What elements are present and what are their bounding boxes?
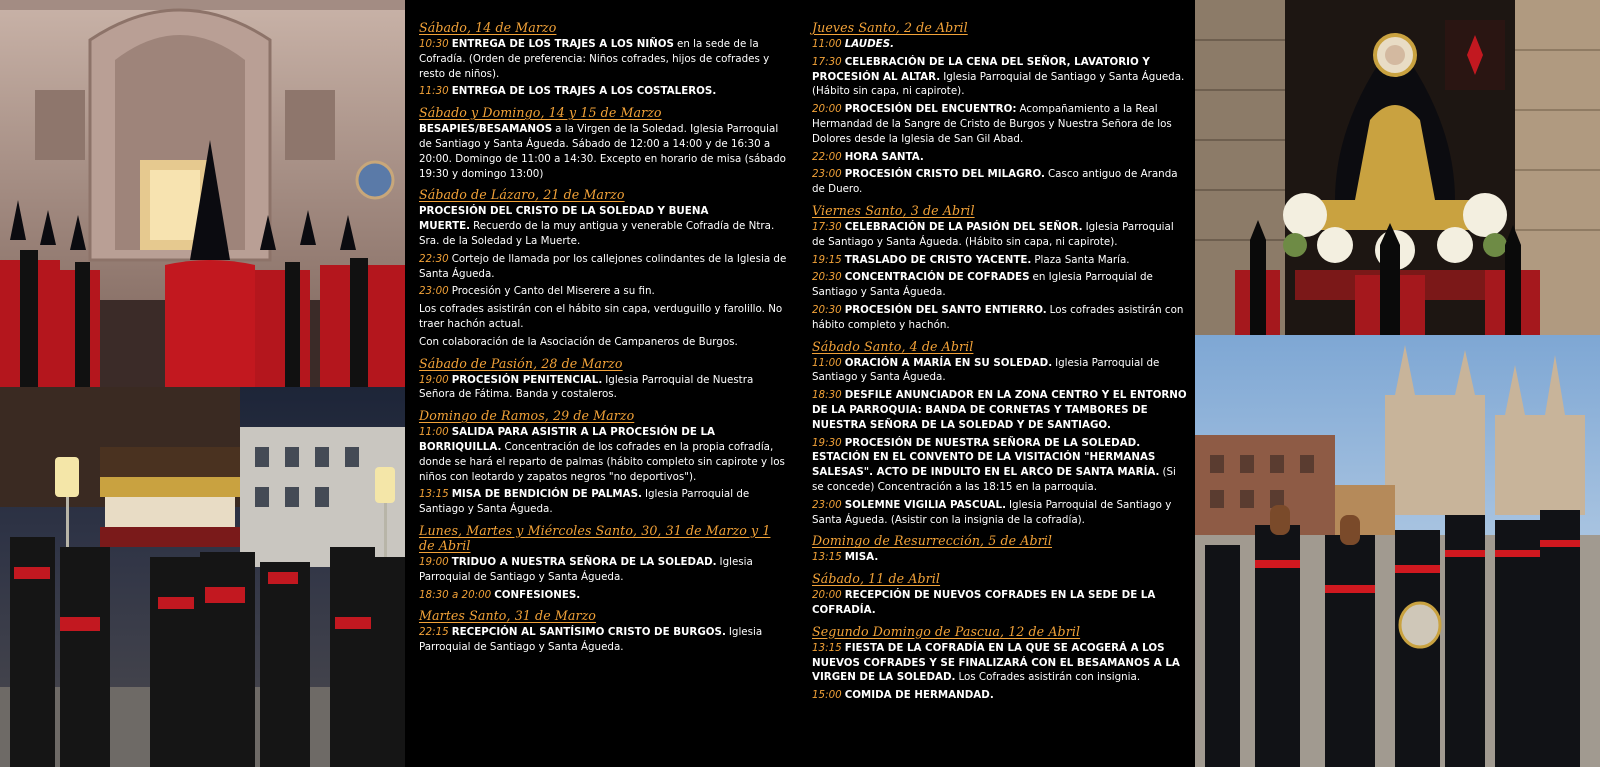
entry-time: 17:30 (812, 220, 842, 233)
entry-description: Iglesia Parroquial de Santiago y Santa Águeda. (419, 488, 750, 516)
entry-heading: COMIDA DE HERMANDAD. (844, 689, 994, 702)
entry-time: 20:00 (812, 589, 842, 602)
entry-heading: CELEBRACIÓN DE LA PASIÓN DEL SEÑOR. (844, 220, 1083, 233)
schedule-section (419, 187, 789, 349)
schedule-section (419, 608, 789, 655)
entry-time: 23:00 (812, 498, 842, 511)
entry-time: 13:15 (812, 641, 842, 654)
photo-procession-cathedral (0, 0, 405, 387)
entry-time: 13:15 (812, 551, 842, 564)
entry-time: 17:30 (812, 55, 842, 68)
entry-description: Los Cofrades asistirán con insignia. (958, 671, 1141, 684)
schedule-entry (419, 487, 789, 517)
schedule-section (812, 20, 1188, 197)
schedule-entry (812, 55, 1188, 99)
entry-time: 22:30 (419, 252, 449, 265)
entry-heading: PROCESIÓN DEL CRISTO DE LA SOLEDAD Y BUENA MUERTE. (419, 205, 709, 233)
schedule-entry (812, 550, 1188, 565)
entry-time: 23:00 (812, 168, 842, 181)
schedule-entry (812, 167, 1188, 197)
schedule-entry (812, 270, 1188, 300)
schedule-entry (419, 302, 789, 332)
entry-description: en la sede de la Cofradía. (Orden de preferencia: Niños cofrades, hijos de cofrades y resto de niños). (419, 38, 770, 80)
entry-description: Procesión y Canto del Miserere a su fin. (451, 285, 655, 298)
schedule-entry (812, 588, 1188, 618)
section-date-title: Sábado, 14 de Marzo (419, 20, 557, 35)
schedule-section (812, 624, 1188, 703)
schedule-section (812, 533, 1188, 565)
entry-heading: CELEBRACIÓN DE LA CENA DEL SEÑOR, LAVATORIO Y PROCESIÓN AL ALTAR. (812, 55, 1150, 83)
entry-description: Acompañamiento a la Real Hermandad de la Sangre de Cristo de Burgos y Nuestra Señora de los Dolores desde la Iglesia de San Gil Abad. (812, 103, 1172, 145)
schedule-section (419, 20, 789, 99)
schedule-entry (812, 641, 1188, 685)
section-date-title: Lunes, Martes y Miércoles Santo, 30, 31 de Marzo y 1 de Abril (419, 522, 771, 553)
schedule-entry (419, 284, 789, 299)
schedule-entry (812, 356, 1188, 386)
entry-heading: TRASLADO DE CRISTO YACENTE. (844, 253, 1032, 266)
entry-heading: ENTREGA DE LOS TRAJES A LOS COSTALEROS. (451, 85, 717, 98)
entry-heading: MISA DE BENDICIÓN DE PALMAS. (451, 488, 642, 501)
entry-description: Plaza Santa María. (1034, 253, 1130, 266)
schedule-entry (419, 555, 789, 585)
photo-band-parade-cathedral (1195, 335, 1600, 767)
schedule-entry (812, 498, 1188, 528)
entry-description: a la Virgen de la Soledad. Iglesia Parroquial de Santiago y Santa Águeda. Sábado de 12:00 a 14:00 y de 16:30 a 20:00. Domingo de 11:00 a 14:30. Excepto en horario de misa (sábado 19:30 y domingo 13:00) (419, 123, 786, 180)
schedule-entry (419, 37, 789, 81)
section-date-title: Domingo de Ramos, 29 de Marzo (419, 408, 635, 424)
entry-time: 23:00 (419, 285, 449, 298)
entry-heading: SALIDA PARA ASISTIR A LA PROCESIÓN DE LA BORRIQUILLA. (419, 426, 716, 453)
entry-heading: DESFILE ANUNCIADOR EN LA ZONA CENTRO Y EL ENTORNO DE LA PARROQUIA: BANDA DE CORNETAS Y TAMBORES DE NUESTRA SEÑORA DE LA SOLEDAD Y DE SANTIAGO. (812, 389, 1187, 431)
entry-heading: CONFESIONES. (494, 588, 581, 601)
entry-time: 18:30 (812, 389, 842, 402)
entry-description: Iglesia Parroquial de Santiago y Santa Águeda. (419, 555, 753, 583)
entry-time: 18:30 a 20:00 (419, 588, 492, 601)
entry-description: Cortejo de llamada por los callejones colindantes de la Iglesia de Santa Águeda. (419, 252, 787, 280)
schedule-entry (812, 303, 1188, 333)
section-date-title: Sábado y Domingo, 14 y 15 de Marzo (419, 105, 662, 121)
entry-time: 22:15 (419, 626, 449, 639)
entry-description: Concentración de los cofrades en la propia cofradía, donde se hará el reparto de palmas (hábito completo sin capirote y los niños con leotardo y zapatos negros "no deportivos"). (419, 440, 785, 483)
entry-heading: TRIDUO A NUESTRA SEÑORA DE LA SOLEDAD. (451, 555, 717, 568)
schedule-entry (419, 122, 789, 181)
entry-description: en Iglesia Parroquial de Santiago y Santa Águeda. (812, 271, 1153, 299)
schedule-column-left (419, 20, 789, 661)
schedule-entry (812, 102, 1188, 146)
entry-time: 11:00 (812, 38, 842, 50)
entry-heading: RECEPCIÓN AL SANTÍSIMO CRISTO DE BURGOS. (451, 626, 726, 639)
schedule-entry (812, 436, 1188, 495)
entry-heading: PROCESIÓN CRISTO DEL MILAGRO. (844, 168, 1045, 181)
entry-heading: HORA SANTA. (844, 150, 924, 163)
schedule-section (419, 523, 789, 602)
entry-description: Iglesia Parroquial de Santiago y Santa Águeda. (812, 356, 1160, 384)
schedule-section (812, 571, 1188, 618)
entry-time: 19:00 (419, 555, 449, 568)
schedule-entry (812, 150, 1188, 165)
schedule-section (419, 408, 789, 517)
entry-heading: PROCESIÓN DEL SANTO ENTIERRO. (844, 303, 1047, 316)
entry-description: Los cofrades asistirán con hábito completo y hachón. (812, 303, 1184, 331)
section-date-title: Viernes Santo, 3 de Abril (812, 202, 975, 218)
section-date-title: Martes Santo, 31 de Marzo (419, 608, 596, 624)
entry-description: Iglesia Parroquial de Santiago y Santa Águeda. (Hábito sin capa, ni capirote). (812, 70, 1185, 98)
entry-description: Iglesia Parroquial de Santiago y Santa Águeda. (419, 626, 763, 654)
schedule-entry (812, 253, 1188, 268)
schedule-section (812, 339, 1188, 528)
entry-heading: LAUDES. (844, 38, 895, 50)
section-date-title: Jueves Santo, 2 de Abril (812, 20, 968, 35)
entry-time: 15:00 (812, 689, 842, 702)
section-date-title: Sábado de Pasión, 28 de Marzo (419, 355, 623, 371)
schedule-entry (419, 373, 789, 403)
photo-virgin-soledad-float (1195, 0, 1600, 335)
entry-time: 19:15 (812, 253, 842, 266)
entry-description: Iglesia Parroquial de Santiago y Santa Águeda. (Asistir con la insignia de la cofradía). (812, 498, 1172, 526)
section-date-title: Sábado, 11 de Abril (812, 571, 941, 587)
schedule-section (419, 356, 789, 403)
entry-description: Recuerdo de la muy antigua y venerable Cofradía de Ntra. Sra. de la Soledad y La Muerte. (419, 220, 775, 247)
schedule-entry (419, 625, 789, 655)
entry-time: 19:30 (812, 436, 842, 449)
entry-heading: BESAPIES/BESAMANOS (419, 123, 553, 136)
section-date-title: Sábado Santo, 4 de Abril (812, 338, 974, 354)
schedule-entry (419, 588, 789, 603)
entry-time: 20:00 (812, 103, 842, 116)
section-date-title: Domingo de Resurrección, 5 de Abril (812, 533, 1053, 549)
schedule-section (812, 203, 1188, 333)
schedule-entry (419, 204, 789, 248)
entry-description: Con colaboración de la Asociación de Campaneros de Burgos. (419, 335, 738, 348)
entry-heading: FIESTA DE LA COFRADÍA EN LA QUE SE ACOGERÁ A LOS NUEVOS COFRADES Y SE FINALIZARÁ CON EL BESAMANOS A LA VIRGEN DE LA SOLEDAD. (812, 641, 1180, 684)
entry-time: 11:30 (419, 85, 449, 98)
entry-heading: PROCESIÓN DE NUESTRA SEÑORA DE LA SOLEDAD. ESTACIÓN EN EL CONVENTO DE LA VISITACIÓN "HERMANAS SALESAS". ACTO DE INDULTO EN EL ARCO DE SANTA MARÍA. (812, 436, 1160, 479)
schedule-entry (812, 388, 1188, 432)
entry-time: 20:30 (812, 271, 842, 284)
entry-heading: RECEPCIÓN DE NUEVOS COFRADES EN LA SEDE DE LA COFRADÍA. (812, 589, 1156, 616)
entry-time: 11:00 (419, 426, 449, 439)
entry-time: 20:30 (812, 303, 842, 316)
entry-heading: PROCESIÓN PENITENCIAL. (451, 373, 603, 386)
entry-time: 11:00 (812, 356, 842, 369)
entry-description: Los cofrades asistirán con el hábito sin capa, verduguillo y farolillo. No traer hachón actual. (419, 303, 783, 330)
entry-time: 19:00 (419, 373, 449, 386)
schedule-entry (812, 220, 1188, 250)
schedule-entry (419, 425, 789, 484)
schedule-entry (812, 688, 1188, 703)
schedule-entry (812, 37, 1188, 52)
entry-time: 13:15 (419, 488, 449, 501)
schedule-entry (419, 335, 789, 350)
entry-heading: SOLEMNE VIGILIA PASCUAL. (844, 498, 1006, 511)
entry-description: Iglesia Parroquial de Santiago y Santa Águeda. (Hábito sin capa, ni capirote). (812, 220, 1174, 248)
schedule-column-right (812, 20, 1188, 709)
entry-heading: ORACIÓN A MARÍA EN SU SOLEDAD. (844, 356, 1053, 369)
entry-description: (Si se concede) Concentración a las 18:15 en la parroquia. (812, 466, 1176, 493)
schedule-section (419, 105, 789, 181)
entry-heading: ENTREGA DE LOS TRAJES A LOS NIÑOS (451, 38, 674, 50)
entry-description: Iglesia Parroquial de Nuestra Señora de Fátima. Banda y costaleros. (419, 373, 754, 401)
section-date-title: Sábado de Lázaro, 21 de Marzo (419, 187, 625, 203)
entry-heading: PROCESIÓN DEL ENCUENTRO: (844, 103, 1017, 116)
section-date-title: Segundo Domingo de Pascua, 12 de Abril (812, 623, 1081, 639)
schedule-entry (419, 84, 789, 99)
schedule-entry (419, 252, 789, 282)
entry-description: Casco antiguo de Aranda de Duero. (812, 168, 1178, 196)
entry-time: 10:30 (419, 38, 449, 50)
photo-night-procession-float (0, 387, 405, 767)
entry-heading: CONCENTRACIÓN DE COFRADES (844, 271, 1030, 284)
entry-heading: MISA. (844, 551, 879, 564)
entry-time: 22:00 (812, 150, 842, 163)
